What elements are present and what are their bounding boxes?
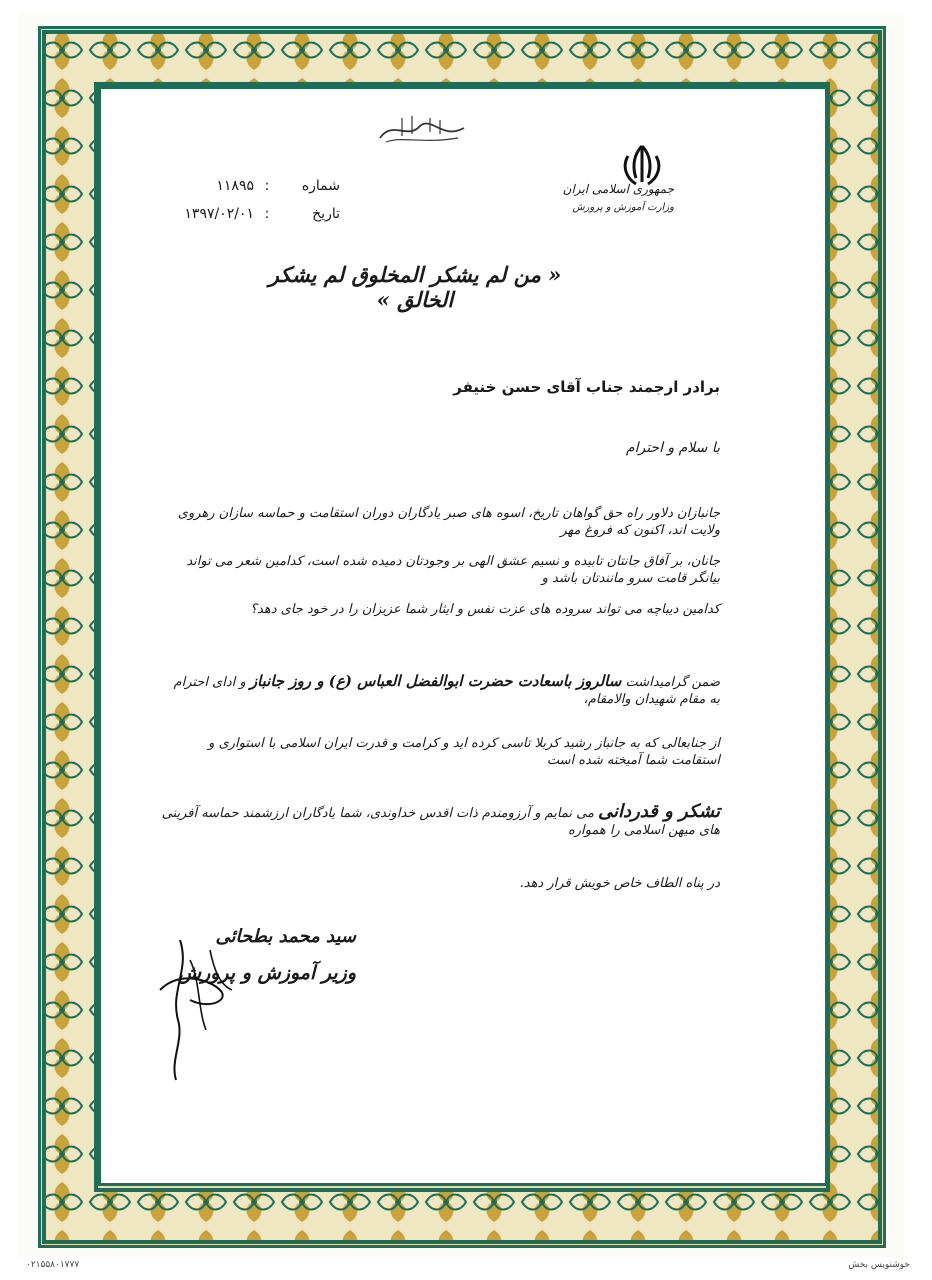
thanks-phrase: تشکر و قدردانی — [598, 801, 720, 822]
footer-phone: ۰۲۱۵۵۸۰۱۷۷۷ — [26, 1260, 80, 1270]
date-label: تاریخ — [312, 206, 340, 222]
hadith-quote: « من لم یشکر المخلوق لم یشکر الخالق » — [268, 262, 562, 312]
addressee: برادر ارجمند جناب آقای حسن خنیفر — [453, 378, 720, 396]
org-name: جمهوری اسلامی ایران — [562, 182, 674, 196]
paragraph-2-line-3 — [160, 800, 720, 840]
date-value: ۱۳۹۷/۰۲/۰۱ — [184, 206, 254, 222]
paragraph-2-line-1 — [160, 672, 720, 709]
letter-number-row — [140, 178, 340, 194]
handwritten-signature — [150, 930, 250, 1090]
paragraph-2-line-2: از جنابعالی که به جانباز رشید کربلا تاسی کرده اید و کرامت و قدرت ایران اسلامی با استواری و استقامت شما آمیخته شده است — [208, 736, 720, 768]
closing-line: در پناه الطاف خاص خویش قرار دهد. — [519, 876, 720, 891]
number-label: شماره — [301, 178, 340, 194]
letter-date-row — [140, 206, 340, 222]
paragraph-1-line-1: جانبازان دلاور راه حق گواهان تاریخ، اسوه های صبر یادگاران دوران استقامت و حماسه سازان رهروی ولایت اند، اکنون که فروغ مهر — [177, 506, 720, 538]
signer-name: سید محمد بطحائی — [215, 926, 356, 947]
greeting: با سلام و احترام — [625, 440, 720, 456]
signer-title: وزیر آموزش و پرورش — [177, 962, 356, 984]
p2-start: ضمن گرامیداشت — [625, 675, 720, 690]
p2-end: و ادای احترام به مقام شهیدان والامقام، — [173, 675, 720, 707]
footer-credit: خوشنویس بخش — [848, 1260, 910, 1270]
basmala-calligraphy — [372, 110, 472, 150]
number-separator: : — [264, 178, 270, 194]
date-separator: : — [264, 206, 270, 222]
paragraph-1-line-2: جانان، بر آفاق جانتان تابیده و نسیم عشق الهی بر وجودتان دمیده شده است، کدامین شعر می تواند بیانگر قامت سرو مانندتان باشد و — [186, 554, 720, 586]
paragraph-1-line-3: کدامین دیباچه می تواند سروده های عزت نفس و ایثار شما عزیزان را در خود جای دهد؟ — [250, 602, 720, 617]
ministry-name: وزارت آموزش و پرورش — [572, 202, 674, 213]
number-value: ۱۱۸۹۵ — [216, 178, 254, 194]
p2-line3-rest: می نمایم و آرزومندم ذات اقدس خداوندی، شما یادگاران ارزشمند حماسه آفرینی های میهن اسلامی را همواره — [161, 806, 720, 839]
p2-occasion: سالروز باسعادت حضرت ابوالفضل العباس (ع) و روز جانباز — [249, 672, 622, 690]
